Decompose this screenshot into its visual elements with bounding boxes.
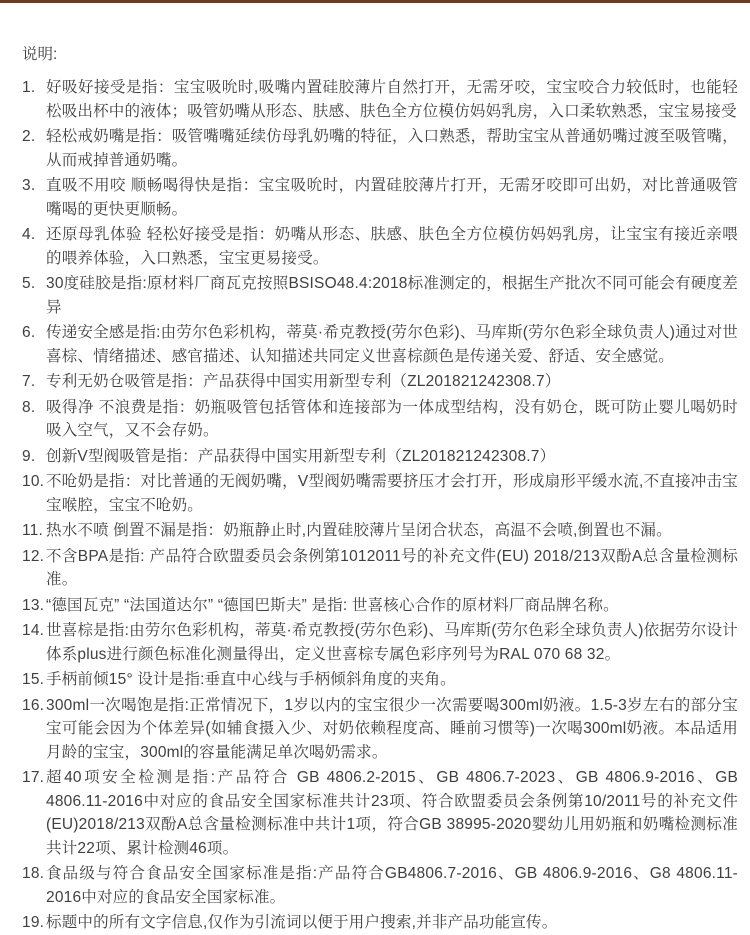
- item-number: 6.: [22, 324, 36, 341]
- item-number: 18.: [22, 865, 45, 882]
- list-item: [22, 445, 738, 469]
- item-number: 1.: [22, 79, 36, 96]
- list-item: [22, 862, 738, 909]
- item-number: 16.: [22, 696, 45, 714]
- item-text: 标题中的所有文字信息,仅作为引流词以便于用户搜索,并非产品功能宣传。: [46, 914, 558, 931]
- item-text: 轻松戒奶嘴是指：吸管嘴嘴延续仿母乳奶嘴的特征，入口熟悉，帮助宝宝从普通奶嘴过渡至吸管嘴，从而戒掉普通奶嘴。: [46, 128, 738, 169]
- list-item: [22, 321, 738, 368]
- item-number: 17.: [22, 769, 45, 786]
- list-item: [22, 76, 738, 123]
- item-text: 直吸不用咬 顺畅喝得快是指：宝宝吸吮时，内置硅胶薄片打开，无需牙咬即可出奶，对比普通吸管嘴喝的更快更顺畅。: [46, 177, 738, 218]
- item-text: 还原母乳体验 轻松好接受是指：奶嘴从形态、肤感、肤色全方位模仿妈妈乳房，让宝宝有接近亲喂的喂养体验，入口熟悉，宝宝更易接受。: [46, 226, 738, 267]
- item-number: 10.: [22, 473, 45, 490]
- item-text: “德国瓦克” “法国道达尔” “德国巴斯夫” 是指: 世喜核心合作的原材料厂商品牌名称。: [46, 596, 619, 614]
- item-number: 11.: [22, 522, 43, 539]
- item-number: 4.: [22, 226, 36, 243]
- item-text: 热水不喷 倒置不漏是指：奶瓶静止时,内置硅胶薄片呈闭合状态，高温不会喷,倒置也不漏。: [46, 522, 672, 539]
- item-text: 食品级与符合食品安全国家标准是指:产品符合GB4806.7-2016、GB 4806.9-2016、G8 4806.11-2016中对应的食品安全国家标准。: [46, 865, 738, 906]
- list-item: [22, 519, 738, 543]
- list-item: [22, 470, 738, 517]
- item-number: 12.: [22, 547, 45, 565]
- item-number: 5.: [22, 275, 36, 292]
- list-item: [22, 174, 738, 221]
- item-text: 吸得净 不浪费是指：奶瓶吸管包括管体和连接部为一体成型结构，没有奶仓，既可防止婴儿喝奶时吸入空气，又不会存奶。: [46, 398, 738, 439]
- list-item: [22, 619, 738, 666]
- list-item: [22, 396, 738, 443]
- item-text: 超40项安全检测是指:产品符合 GB 4806.2-2015、GB 4806.7-2023、GB 4806.9-2016、GB 4806.11-2016中对应的食品安全国家标准共计23项、符合欧盟委员会条例第10/2011号的补充文件(EU)2018/213双酚A总含量检测标准中共计1项，符合GB 38995-2020婴幼儿用奶瓶和奶嘴检测标准共计22项、累计检测46项。: [46, 769, 738, 857]
- item-text: 300ml一次喝饱是指:正常情况下，1岁以内的宝宝很少一次需要喝300ml奶液。1.5-3岁左右的部分宝宝可能会因为个体差异(如辅食摄入少、对奶依赖程度高、睡前习惯等)一次喝300ml奶液。本品适用月龄的宝宝，300ml的容量能满足单次喝奶需求。: [46, 696, 738, 761]
- item-number: 2.: [22, 128, 36, 145]
- list-item: [22, 766, 738, 860]
- item-number: 8.: [22, 398, 36, 416]
- list-item: [22, 694, 738, 765]
- item-text: 好吸好接受是指：宝宝吸吮时,吸嘴内置硅胶薄片自然打开，无需牙咬，宝宝咬合力较低时，也能轻松吸出杯中的液体；吸管奶嘴从形态、肤感、肤色全方位模仿妈妈乳房，入口柔软熟悉，宝宝易接受: [46, 79, 738, 120]
- product-description-page: [0, 3, 750, 935]
- list-item: [22, 668, 738, 692]
- item-text: 手柄前倾15° 设计是指:垂直中心线与手柄倾斜角度的夹角。: [46, 671, 456, 688]
- list-item: [22, 594, 738, 618]
- item-text: 不含BPA是指: 产品符合欧盟委员会条例第1012011号的补充文件(EU) 2018/213双酚A总含量检测标准。: [46, 547, 738, 588]
- item-text: 不呛奶是指：对比普通的无阀奶嘴，V型阀奶嘴需要挤压才会打开，形成扇形平缓水流,不直接冲击宝宝喉腔，宝宝不呛奶。: [46, 473, 738, 514]
- list-item: [22, 370, 738, 394]
- item-number: 13.: [22, 596, 45, 614]
- item-number: 3.: [22, 177, 36, 194]
- item-text: 世喜棕是指:由劳尔色彩机构，蒂莫·希克教授(劳尔色彩)、马库斯(劳尔色彩全球负责人)依据劳尔设计体系plus进行颜色标准化测量得出，定义世喜棕专属色彩序列号为RAL 070 68 32。: [46, 622, 738, 663]
- list-item: [22, 125, 738, 172]
- page-title: 说明:: [22, 46, 58, 63]
- item-text: 30度硅胶是指:原材料厂商瓦克按照BSISO48.4:2018标准测定的，根据生产批次不同可能会有硬度差异: [46, 275, 738, 316]
- item-text: 专利无奶仓吸管是指：产品获得中国实用新型专利（ZL201821242308.7）: [46, 373, 561, 390]
- explanation-list: [22, 76, 738, 935]
- list-item: [22, 223, 738, 270]
- item-number: 19.: [22, 914, 45, 931]
- item-number: 9.: [22, 447, 36, 465]
- item-text: 传递安全感是指:由劳尔色彩机构，蒂莫·希克教授(劳尔色彩)、马库斯(劳尔色彩全球负责人)通过对世喜棕、情绪描述、感官描述、认知描述共同定义世喜棕颜色是传递关爱、舒适、安全感觉。: [46, 324, 738, 365]
- list-item: [22, 272, 738, 319]
- item-number: 14.: [22, 622, 45, 639]
- item-number: 15.: [22, 671, 45, 688]
- item-text: 创新V型阀吸管是指：产品获得中国实用新型专利（ZL201821242308.7）: [46, 447, 556, 465]
- list-item: [22, 545, 738, 592]
- list-item: [22, 911, 738, 935]
- item-number: 7.: [22, 373, 36, 390]
